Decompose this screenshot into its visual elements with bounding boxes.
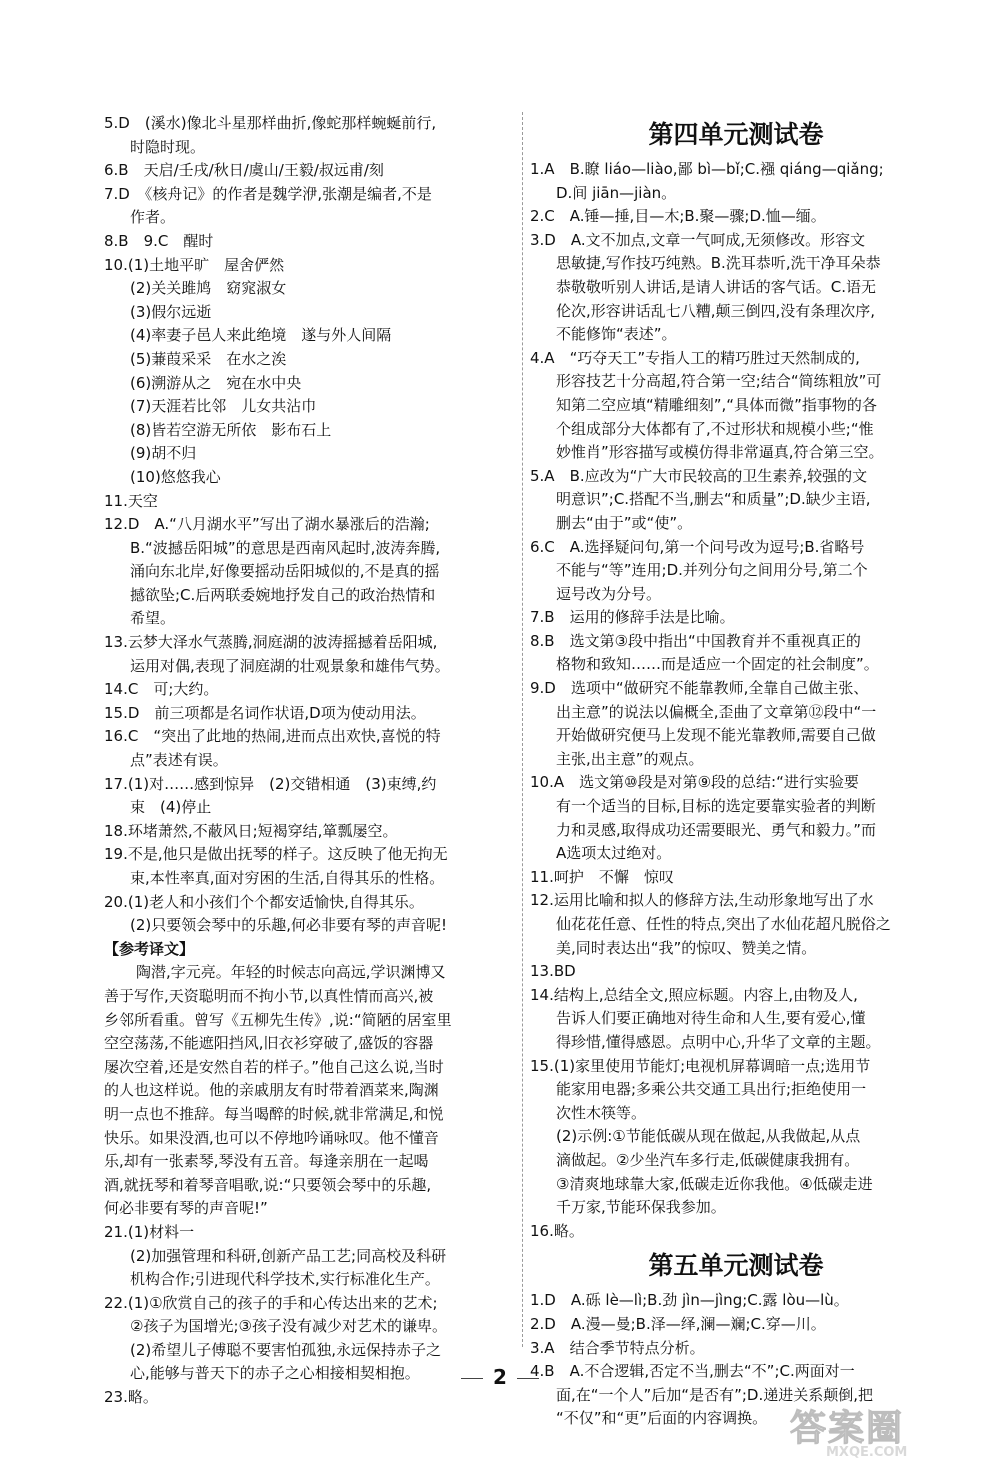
unit4-answer-line: 伦次,形容讲话乱七八糟,颠三倒四,没有条理次序,: [556, 301, 876, 320]
unit4-answer-line: 主张,出主意”的观点。: [556, 749, 704, 768]
left-answer-line: (5)蒹葭采采 在水之涘: [130, 349, 287, 368]
left-answer-line: 【参考译文】: [104, 939, 195, 958]
watermark-url: MXQE.COM: [826, 1445, 908, 1460]
unit4-answer-line: 滴做起。②少坐汽车多行走,低碳健康我拥有。: [556, 1150, 860, 1169]
unit4-answer-line: ③清爽地球靠大家,低碳走近你我他。④低碳走进: [556, 1174, 873, 1193]
unit4-answer-line: 删去“由于”或“使”。: [556, 513, 693, 532]
unit4-title: 第四单元测试卷: [648, 120, 824, 149]
unit4-answer-line: 11.呵护 不懈 惊叹: [530, 867, 674, 886]
unit4-answer-line: A选项太过绝对。: [556, 844, 672, 863]
unit4-answer-line: 14.结构上,总结全文,照应标题。内容上,由物及人,: [530, 985, 858, 1004]
unit4-answer-line: 5.A B.应改为“广大市民较高的卫生素养,较强的文: [530, 466, 868, 485]
unit4-answer-line: (2)示例:①节能低碳从现在做起,从我做起,从点: [556, 1127, 861, 1146]
left-answer-line: 撼欲坠;C.后两联委婉地抒发自己的政治热情和: [130, 585, 436, 604]
left-answer-line: (2)希望儿子傅聪不要害怕孤独,永远保持赤子之: [130, 1340, 442, 1359]
left-answer-line: (7)天涯若比邻 儿女共沾巾: [130, 397, 317, 416]
left-column: [104, 112, 520, 1410]
unit4-answer-line: 1.A B.瞭 liáo—liào,鄙 bì—bǐ;C.襁 qiáng—qiǎng;: [530, 160, 884, 178]
unit5-answer-line: 4.B A.不合逻辑,否定不当,删去“不”;C.两面对一: [530, 1362, 855, 1381]
left-answer-line: 善于写作,天资聪明而不拘小节,以真性情而高兴,被: [104, 986, 434, 1005]
unit4-answers: [530, 158, 942, 1243]
left-answer-line: 乡邻所看重。曾写《五柳先生传》,说:“简陋的居室里: [104, 1010, 452, 1029]
left-answer-line: 14.C 可;大约。: [104, 680, 219, 699]
unit4-answer-line: 不能与“等”连用;D.并列分句之间用分号,第二个: [556, 561, 868, 580]
left-answer-line: 的人也这样说。他的亲戚朋友有时带着酒菜来,陶渊: [104, 1081, 439, 1100]
unit4-answer-line: 明意识”;C.搭配不当,删去“和质量”;D.缺少主语,: [556, 490, 871, 509]
left-answer-line: B.“波撼岳阳城”的意思是西南风起时,波涛奔腾,: [130, 538, 441, 557]
left-answer-line: 7.D 《核舟记》的作者是魏学洢,张潮是编者,不是: [104, 184, 432, 203]
page-dash-right: [517, 1378, 539, 1379]
unit4-answer-line: 8.B 选文第③段中指出“中国教育并不重视真正的: [530, 631, 861, 650]
unit4-answer-line: 美,同时表达出“我”的惊叹、赞美之情。: [556, 938, 817, 957]
unit4-answer-line: 有一个适当的目标,目标的选定要靠实验者的判断: [556, 797, 876, 816]
unit4-answer-line: 力和灵感,取得成功还需要眼光、勇气和毅力。”而: [556, 820, 877, 839]
unit4-answer-line: 仙花花任意、任性的特点,突出了水仙花超凡脱俗之: [556, 915, 891, 933]
unit4-answer-line: 3.D A.文不加点,文章一气呵成,无须修改。形容文: [530, 230, 866, 249]
unit4-answer-line: 逗号改为分号。: [556, 584, 662, 603]
left-answer-line: 17.(1)对……感到惊异 (2)交错相通 (3)束缚,约: [104, 774, 437, 793]
left-answer-line: 23.略。: [104, 1388, 158, 1407]
unit4-answer-line: 形容技艺十分高超,符合第一空;结合“简练粗放”可: [556, 372, 882, 391]
left-answer-line: (2)加强管理和科研,创新产品工艺;同高校及科研: [130, 1246, 447, 1265]
left-answer-line: 涌向东北岸,好像要摇动岳阳城似的,不是真的摇: [130, 562, 440, 581]
unit4-answer-line: 告诉人们要正确地对待生命和人生,要有爱心,懂: [556, 1009, 866, 1028]
unit4-answer-line: 妙惟肖”形容描写或模仿得非常逼真,符合第三空。: [556, 443, 884, 462]
unit4-answer-line: D.间 jiān—jiàn。: [556, 183, 677, 202]
unit4-answer-line: 能家用电器;多乘公共交通工具出行;拒绝使用一: [556, 1080, 867, 1099]
unit4-answer-line: 开始做研究便马上发现不能光靠教师,需要自己做: [556, 726, 876, 745]
left-answer-line: 20.(1)老人和小孩们个个都安适愉快,自得其乐。: [104, 892, 424, 911]
page-number-text: 2: [493, 1365, 507, 1389]
left-answer-line: 陶潜,字元亮。年轻的时候志向高远,学识渊博又: [136, 963, 446, 982]
unit5-answer-line: 1.D A.砾 lè—lì;B.劲 jìn—jìng;C.露 lòu—lù。: [530, 1291, 849, 1310]
unit4-answer-line: 得珍惜,懂得感恩。点明中心,升华了文章的主题。: [556, 1032, 881, 1051]
unit4-answer-line: 10.A 选文第⑩段是对第⑨段的总结:“进行实验要: [530, 773, 859, 792]
left-answer-line: (8)皆若空游无所依 影布石上: [130, 420, 332, 439]
unit4-answer-line: 16.略。: [530, 1221, 584, 1240]
left-answer-line: 10.(1)土地平旷 屋舍俨然: [104, 255, 285, 274]
left-answer-line: 束,本性率真,面对穷困的生活,自得其乐的性格。: [130, 869, 445, 887]
unit4-answer-line: 2.C A.锤—捶,目—木;B.聚—骤;D.恤—缅。: [530, 207, 826, 226]
page-dash-left: [461, 1378, 483, 1379]
left-answer-line: 8.B 9.C 醒时: [104, 231, 214, 250]
unit4-answer-line: 7.B 运用的修辞手法是比喻。: [530, 608, 735, 627]
unit5-answer-line: 面,在“一个人”后加“是否有”;D.递进关系颠倒,把: [556, 1385, 873, 1404]
left-answer-line: 11.天空: [104, 491, 158, 510]
unit4-answer-line: 13.BD: [530, 962, 576, 981]
left-answer-line: 13.云梦大泽水气蒸腾,洞庭湖的波涛摇撼着岳阳城,: [104, 633, 438, 652]
left-answer-line: 空空荡荡,不能遮阳挡风,旧衣衫穿破了,盛饭的容器: [104, 1034, 434, 1053]
unit4-answer-line: 思敏捷,写作技巧纯熟。B.洗耳恭听,洗干净耳朵恭: [556, 254, 881, 273]
watermark-logo-text: 答案圈: [790, 1408, 905, 1449]
unit5-title: 第五单元测试卷: [648, 1251, 824, 1281]
unit4-answer-line: 个组成部分大体都有了,不过形状和规模小些;“惟: [556, 419, 874, 438]
left-answer-line: (2)关关雎鸠 窈窕淑女: [130, 279, 287, 298]
left-answer-line: 19.不是,他只是做出抚琴的样子。这反映了他无拘无: [104, 845, 448, 864]
left-answer-line: 束 (4)停止: [130, 798, 212, 817]
left-answer-line: 希望。: [130, 609, 176, 628]
unit4-answer-line: 知第二空应填“精雕细刻”,“具体而微”指事物的各: [556, 395, 877, 414]
unit5-answer-line: 3.A 结合季节特点分析。: [530, 1338, 705, 1357]
unit4-answer-line: 千万家,节能环保我参加。: [556, 1198, 726, 1217]
unit4-answer-line: 次性木筷等。: [556, 1103, 647, 1122]
left-answer-line: 运用对偶,表现了洞庭湖的壮观景象和雄伟气势。: [130, 656, 450, 675]
column-divider: [522, 112, 523, 1347]
left-answer-line: 机构合作;引进现代科学技术,实行标准化生产。: [130, 1270, 440, 1289]
left-answer-line: 快乐。如果没酒,也可以不停地吟诵咏叹。他不懂音: [104, 1128, 439, 1147]
left-answer-line: 心,能够与普天下的赤子之心相接相契相抱。: [130, 1364, 420, 1383]
left-answer-line: (9)胡不归: [130, 444, 197, 463]
unit4-answer-line: 15.(1)家里使用节能灯;电视机屏幕调暗一点;选用节: [530, 1056, 871, 1075]
left-answer-line: (4)率妻子邑人来此绝境 遂与外人间隔: [130, 326, 392, 345]
left-answer-line: 屡次空着,还是安然自若的样子。”他自己这么说,当时: [104, 1057, 444, 1076]
unit4-answer-line: 格物和致知……而是适应一个固定的社会制度”。: [556, 655, 879, 674]
left-answer-line: 乐,却有一张素琴,琴没有五音。每逢亲朋在一起喝: [104, 1152, 429, 1171]
unit4-answer-line: 恭敬敬听别人讲话,是请人讲话的客气话。C.语无: [556, 277, 877, 296]
left-answer-line: 6.B 天启/壬戌/秋日/虞山/王毅/叔远甫/刻: [104, 161, 384, 180]
left-answer-line: (3)假尔远逝: [130, 302, 212, 321]
unit4-answer-line: 12.运用比喻和拟人的修辞方法,生动形象地写出了水: [530, 891, 874, 910]
page-number: [0, 1365, 1000, 1389]
left-answer-line: 16.C “突出了此地的热闹,进而点出欢快,喜悦的特: [104, 727, 441, 746]
left-answer-line: 21.(1)材料一: [104, 1222, 195, 1241]
unit5-answer-line: 2.D A.漫—曼;B.泽—绎,澜—斓;C.穿—川。: [530, 1314, 826, 1333]
left-answer-line: (2)只要领会琴中的乐趣,何必非要有琴的声音呢!: [130, 916, 448, 935]
unit4-answer-line: 4.A “巧夺天工”专指人工的精巧胜过天然制成的,: [530, 348, 860, 367]
unit4-answer-line: 不能修饰“表述”。: [556, 325, 677, 344]
left-answer-line: 作者。: [130, 208, 176, 227]
left-answer-line: 酒,就抚琴和着琴音唱歌,说:“只要领会琴中的乐趣,: [104, 1175, 432, 1194]
left-answer-line: (10)悠悠我心: [130, 467, 221, 486]
right-column: [530, 112, 942, 1431]
left-answer-line: 明一点也不推辞。每当喝醉的时候,就非常满足,和悦: [104, 1104, 444, 1123]
left-answer-line: (6)溯游从之 宛在水中央: [130, 373, 302, 392]
unit4-answer-line: 6.C A.选择疑问句,第一个问号改为逗号;B.省略号: [530, 537, 865, 556]
left-answer-line: 5.D (溪水)像北斗星那样曲折,像蛇那样蜿蜒前行,: [104, 114, 437, 132]
unit4-answer-line: 9.D 选项中“做研究不能靠教师,全靠自己做主张、: [530, 679, 869, 698]
left-answer-line: 时隐时现。: [130, 137, 206, 156]
left-answer-line: 12.D A.“八月湖水平”写出了湖水暴涨后的浩瀚;: [104, 515, 430, 534]
unit4-answer-line: 出主意”的说法以偏概全,歪曲了文章第⑫段中“一: [556, 702, 877, 721]
left-answer-line: 何必非要有琴的声音呢!”: [104, 1199, 268, 1218]
left-answer-line: 18.环堵萧然,不蔽风日;短褐穿结,箪瓢屡空。: [104, 821, 398, 840]
left-answer-line: 22.(1)①欣赏自己的孩子的手和心传达出来的艺术;: [104, 1293, 438, 1312]
left-answer-line: 点”表述有误。: [130, 751, 228, 770]
left-answer-line: 15.D 前三项都是名词作状语,D项为使动用法。: [104, 703, 426, 722]
watermark-logo: [790, 1400, 990, 1460]
left-answer-line: ②孩子为国增光;③孩子没有减少对艺术的谦卑。: [130, 1317, 447, 1336]
unit5-answer-line: “不仅”和“更”后面的内容调换。: [556, 1409, 768, 1428]
